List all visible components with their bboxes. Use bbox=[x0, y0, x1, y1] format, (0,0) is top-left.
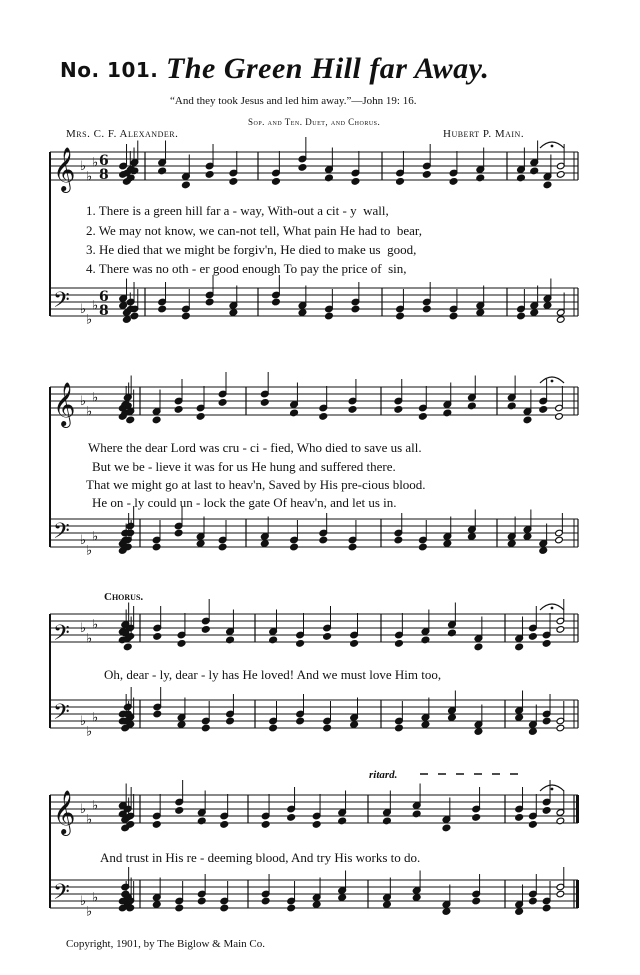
bass-note bbox=[197, 897, 206, 905]
alto-note bbox=[158, 167, 167, 175]
bass-clef: 𝄢 bbox=[53, 519, 70, 549]
voicing-note: Sop. and Ten. Duet, and Chorus. bbox=[248, 117, 381, 127]
chorus-label: Chorus. bbox=[104, 591, 144, 603]
bass-note bbox=[175, 904, 184, 912]
verse-3-line-1: 3. He died that we might be forgiv'n, He died to make us good, bbox=[86, 242, 417, 257]
bass-note bbox=[325, 312, 334, 320]
bass-note bbox=[468, 533, 477, 541]
scripture-epigraph: “And they took Jesus and led him away.”—John 19: 16. bbox=[170, 95, 417, 107]
bass-clef: 𝄢 bbox=[53, 288, 70, 318]
chorus-lyric-2: And trust in His re - deeming blood, And try His works to do. bbox=[100, 850, 421, 865]
bass-note bbox=[449, 312, 458, 320]
hymn-title: The Green Hill far Away. bbox=[166, 52, 490, 85]
alto-note bbox=[325, 174, 334, 182]
bass-note bbox=[448, 714, 457, 722]
alto-note bbox=[296, 640, 305, 648]
verse-2-line-1: 2. We may not know, we can-not tell, What pain He had to bear, bbox=[86, 223, 422, 238]
flat-sign: ♭ bbox=[92, 890, 99, 906]
bass-note bbox=[396, 312, 405, 320]
alto-note bbox=[421, 636, 430, 644]
bass-note bbox=[261, 897, 270, 905]
flat-sign: ♭ bbox=[86, 543, 93, 559]
bass-note bbox=[515, 714, 524, 722]
bass-note bbox=[158, 305, 167, 313]
bass-note bbox=[421, 721, 430, 729]
alto-note bbox=[175, 807, 184, 815]
bass-note bbox=[556, 890, 565, 898]
bass-note bbox=[174, 529, 183, 537]
alto-note bbox=[182, 181, 191, 189]
flat-sign: ♭ bbox=[80, 302, 87, 317]
flat-sign: ♭ bbox=[80, 621, 87, 636]
bass-note bbox=[196, 540, 205, 548]
bass-note bbox=[152, 543, 161, 551]
alto-note bbox=[515, 643, 524, 651]
hymn-number: No. 101. bbox=[60, 58, 159, 82]
bass-note bbox=[177, 721, 186, 729]
flat-sign: ♭ bbox=[86, 631, 93, 647]
flat-sign: ♭ bbox=[86, 312, 93, 328]
alto-note bbox=[177, 640, 186, 648]
bass-note bbox=[543, 302, 552, 310]
bass-note bbox=[395, 724, 404, 732]
flat-sign: ♭ bbox=[80, 802, 87, 817]
bass-note bbox=[419, 543, 428, 551]
bass-note bbox=[422, 305, 431, 313]
alto-note bbox=[542, 807, 551, 815]
flat-sign: ♭ bbox=[80, 714, 87, 729]
flat-sign: ♭ bbox=[92, 390, 99, 406]
flat-sign: ♭ bbox=[86, 169, 93, 185]
bass-note bbox=[556, 724, 565, 732]
bass-clef: 𝄢 bbox=[53, 700, 70, 730]
treble-clef: 𝄞 bbox=[53, 790, 76, 834]
alto-note bbox=[556, 626, 565, 634]
alto-note bbox=[543, 181, 552, 189]
bass-note bbox=[556, 316, 565, 324]
alto-note bbox=[419, 413, 428, 421]
alto-note bbox=[394, 406, 403, 414]
alto-note bbox=[539, 406, 548, 414]
bass-clef: 𝄢 bbox=[53, 880, 70, 910]
time-signature-top: 6 bbox=[99, 153, 109, 169]
alto-note bbox=[529, 821, 538, 829]
lyricist: Mrs. C. F. Alexander. bbox=[66, 128, 179, 140]
alto-note bbox=[123, 643, 132, 651]
alto-note bbox=[529, 633, 538, 641]
fermata-dot bbox=[551, 788, 554, 791]
bass-note bbox=[523, 533, 532, 541]
alto-note bbox=[205, 171, 214, 179]
alto-note bbox=[269, 636, 278, 644]
alto-note bbox=[517, 174, 526, 182]
bass-note bbox=[350, 721, 359, 729]
flat-sign: ♭ bbox=[92, 529, 99, 545]
bass-note bbox=[474, 728, 483, 736]
alto-note bbox=[396, 178, 405, 186]
alto-note bbox=[197, 817, 206, 825]
bass-note bbox=[529, 897, 538, 905]
final-bar bbox=[576, 795, 579, 823]
flat-sign: ♭ bbox=[86, 404, 93, 420]
bass-note bbox=[130, 312, 139, 320]
alto-note bbox=[383, 817, 392, 825]
bass-note bbox=[338, 894, 347, 902]
alto-note bbox=[201, 626, 210, 634]
ritard-marking: ritard. bbox=[369, 769, 398, 781]
alto-note bbox=[338, 817, 347, 825]
alto-note bbox=[174, 406, 183, 414]
bass-note bbox=[260, 540, 269, 548]
bass-note bbox=[312, 901, 321, 909]
treble-clef: 𝄞 bbox=[53, 382, 76, 426]
flat-sign: ♭ bbox=[92, 617, 99, 633]
alto-note bbox=[350, 640, 359, 648]
alto-note bbox=[443, 409, 452, 417]
bass-note bbox=[515, 908, 524, 916]
bass-note bbox=[542, 904, 551, 912]
bass-note bbox=[152, 901, 161, 909]
bass-note bbox=[412, 894, 421, 902]
flat-sign: ♭ bbox=[86, 904, 93, 920]
alto-note bbox=[229, 178, 238, 186]
alto-note bbox=[472, 814, 481, 822]
bass-note bbox=[119, 302, 128, 310]
bass-note bbox=[442, 908, 451, 916]
bass-note bbox=[153, 710, 162, 718]
bass-note bbox=[290, 543, 299, 551]
bass-note bbox=[539, 547, 548, 555]
chorus-lyric-1: Oh, dear - ly, dear - ly has He loved! And we must love Him too, bbox=[104, 667, 442, 682]
bass-note bbox=[287, 904, 296, 912]
alto-note bbox=[153, 633, 162, 641]
alto-note bbox=[323, 633, 332, 641]
alto-note bbox=[515, 814, 524, 822]
alto-note bbox=[555, 413, 564, 421]
time-signature-top: 6 bbox=[99, 289, 109, 305]
fermata-dot bbox=[551, 607, 554, 610]
bass-note bbox=[351, 305, 360, 313]
verse-3-line-2: That we might go at last to heav'n, Saved by His pre-cious blood. bbox=[86, 477, 426, 492]
alto-note bbox=[395, 640, 404, 648]
bass-note bbox=[394, 536, 403, 544]
flat-sign: ♭ bbox=[80, 394, 87, 409]
bass-note bbox=[517, 312, 526, 320]
flat-sign: ♭ bbox=[80, 159, 87, 174]
bass-note bbox=[507, 540, 516, 548]
time-signature-bottom: 8 bbox=[99, 303, 109, 319]
time-signature-bottom: 8 bbox=[99, 167, 109, 183]
alto-note bbox=[523, 416, 532, 424]
bass-note bbox=[529, 728, 538, 736]
flat-sign: ♭ bbox=[92, 710, 99, 726]
bass-note bbox=[555, 536, 564, 544]
alto-note bbox=[556, 171, 565, 179]
flat-sign: ♭ bbox=[80, 894, 87, 909]
verse-1-line-1: 1. There is a green hill far a - way, With-out a cit - y wall, bbox=[86, 203, 389, 218]
bass-clef: 𝄢 bbox=[53, 621, 70, 651]
flat-sign: ♭ bbox=[80, 533, 87, 548]
final-bar bbox=[576, 880, 579, 908]
flat-sign: ♭ bbox=[86, 724, 93, 740]
alto-note bbox=[226, 636, 235, 644]
alto-note bbox=[542, 640, 551, 648]
alto-note bbox=[312, 821, 321, 829]
alto-note bbox=[218, 399, 227, 407]
alto-note bbox=[351, 178, 360, 186]
bass-note bbox=[472, 897, 481, 905]
bass-note bbox=[272, 298, 281, 306]
bass-note bbox=[205, 298, 214, 306]
alto-note bbox=[442, 824, 451, 832]
bass-note bbox=[443, 540, 452, 548]
bass-note bbox=[298, 309, 307, 317]
flat-sign: ♭ bbox=[92, 798, 99, 814]
flat-sign: ♭ bbox=[92, 298, 99, 314]
alto-note bbox=[422, 171, 431, 179]
bass-note bbox=[296, 717, 305, 725]
bass-note bbox=[476, 309, 485, 317]
verse-1-line-2: Where the dear Lord was cru - ci - fied, Who died to save us all. bbox=[88, 440, 422, 455]
composer: Hubert P. Main. bbox=[443, 128, 525, 140]
alto-note bbox=[220, 821, 229, 829]
fermata-dot bbox=[551, 145, 554, 148]
copyright-notice: Copyright, 1901, by The Biglow & Main Co. bbox=[66, 938, 266, 950]
bass-note bbox=[201, 724, 210, 732]
bass-note bbox=[530, 309, 539, 317]
bass-note bbox=[226, 717, 235, 725]
alto-note bbox=[468, 402, 477, 410]
bass-note bbox=[220, 904, 229, 912]
bass-note bbox=[123, 316, 132, 324]
alto-note bbox=[260, 399, 269, 407]
alto-note bbox=[152, 821, 161, 829]
bass-note bbox=[348, 543, 357, 551]
bass-note bbox=[182, 312, 191, 320]
verse-4-line-1: 4. There was no oth - er good enough To pay the price of sin, bbox=[86, 261, 407, 276]
alto-note bbox=[449, 178, 458, 186]
fermata-dot bbox=[551, 380, 554, 383]
alto-note bbox=[476, 174, 485, 182]
bass-note bbox=[319, 536, 328, 544]
alto-note bbox=[530, 167, 539, 175]
flat-sign: ♭ bbox=[92, 155, 99, 171]
alto-note bbox=[448, 629, 457, 637]
treble-clef: 𝄞 bbox=[53, 147, 76, 191]
alto-note bbox=[556, 817, 565, 825]
alto-note bbox=[474, 643, 483, 651]
alto-note bbox=[287, 814, 296, 822]
bass-note bbox=[269, 724, 278, 732]
bass-note bbox=[383, 901, 392, 909]
alto-note bbox=[319, 413, 328, 421]
verse-4-line-2: He on - ly could un - lock the gate Of heav'n, and let us in. bbox=[92, 495, 397, 510]
verse-2-line-2: But we be - lieve it was for us He hung and suffered there. bbox=[92, 459, 396, 474]
alto-note bbox=[290, 409, 299, 417]
alto-note bbox=[507, 402, 516, 410]
alto-note bbox=[412, 810, 421, 818]
bass-note bbox=[218, 543, 227, 551]
alto-note bbox=[126, 416, 135, 424]
flat-sign: ♭ bbox=[86, 812, 93, 828]
alto-note bbox=[261, 821, 270, 829]
bass-note bbox=[229, 309, 238, 317]
alto-note bbox=[152, 416, 161, 424]
alto-note bbox=[298, 164, 307, 172]
bass-note bbox=[542, 717, 551, 725]
alto-note bbox=[348, 406, 357, 414]
alto-note bbox=[196, 413, 205, 421]
alto-note bbox=[272, 178, 281, 186]
bass-note bbox=[323, 724, 332, 732]
